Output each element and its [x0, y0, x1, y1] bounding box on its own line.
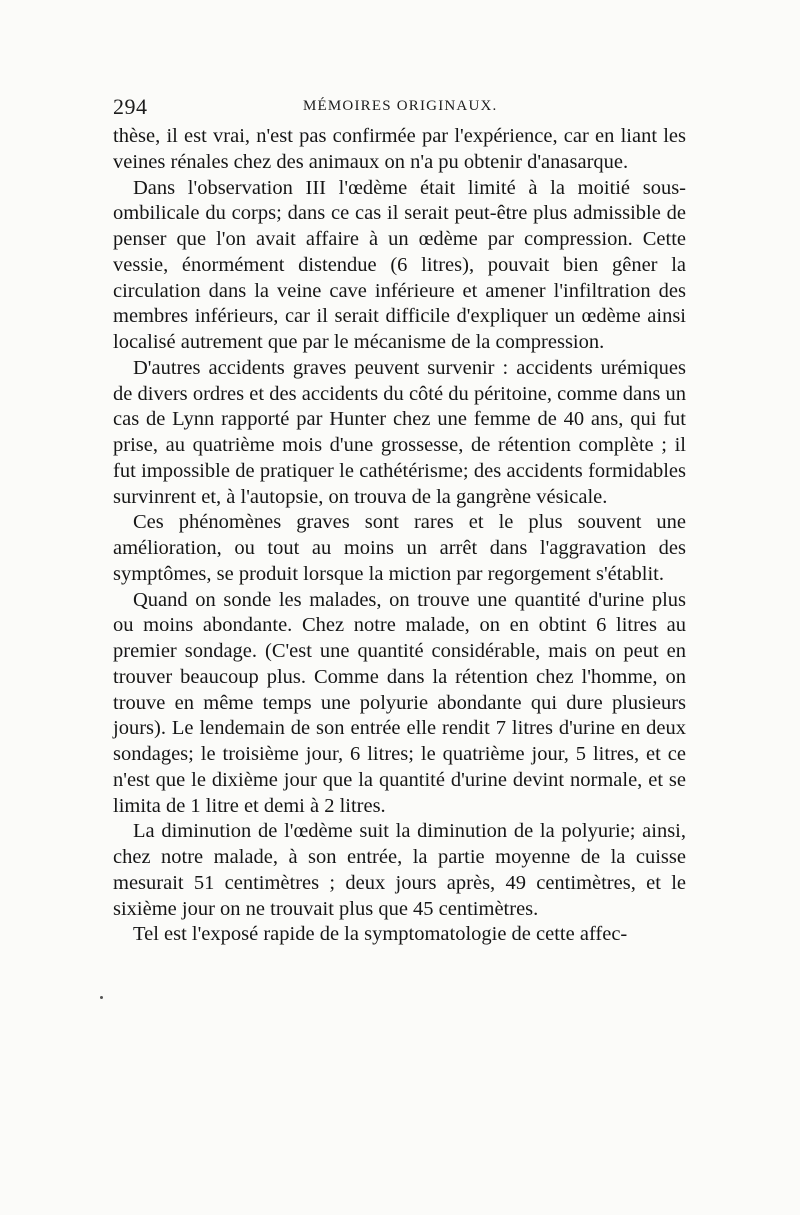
margin-speck [100, 996, 103, 999]
paragraph-phenomenes: Ces phénomènes graves sont rares et le plus souvent une amélioration, ou tout au moins un arrêt dans l'aggravation des symptômes, se produit lorsque la miction par regorgement s'établit. [113, 511, 686, 585]
paragraph-continuation: thèse, il est vrai, n'est pas confirmée par l'expérience, car en liant les veines rénales chez des animaux on n'a pu obtenir d'anasarque. [113, 125, 686, 173]
paragraph-observation: Dans l'observation III l'œdème était limité à la moitié sous-ombilicale du corps; dans ce cas il serait peut-être plus admissible de penser que l'on avait affaire à un œdème par compression. Cette vessie, énormément distendue (6 litres), pouvait bien gêner la circulation dans la veine cave inférieure et amener l'infiltration des membres inférieurs, car il serait difficile d'expliquer un œdème ainsi localisé autrement que par le mécanisme de la compression. [113, 176, 686, 353]
paragraph-sondage: Quand on sonde les malades, on trouve une quantité d'urine plus ou moins abondante. Chez notre malade, on en obtint 6 litres au premier sondage. (C'est une quantité considérable, mais on peut en trouver beaucoup plus. Comme dans la rétention chez l'homme, on trouve en même temps une polyurie abondante qui dure plusieurs jours). Le lendemain de son entrée elle rendit 7 litres d'urine en deux sondages; le troisième jour, 6 litres; le quatrième jour, 5 litres, et ce n'est que le dixième jour que la quantité d'urine devint normale, et se limita de 1 litre et demi à 2 litres. [113, 588, 686, 817]
paragraph-accidents: D'autres accidents graves peuvent survenir : accidents urémiques de divers ordres et des accidents du côté du péritoine, comme dans un cas de Lynn rapporté par Hunter chez une femme de 40 ans, qui fut prise, au quatrième mois d'une grossesse, de rétention complète ; il fut impossible de pratiquer le cathétérisme; des accidents formidables survinrent et, à l'autopsie, on trouva de la gangrène vésicale. [113, 356, 686, 508]
running-head: MÉMOIRES ORIGINAUX. [303, 98, 498, 114]
page-number: 294 [113, 94, 148, 119]
page-header [113, 94, 686, 120]
paragraph-conclusion: Tel est l'exposé rapide de la symptomatologie de cette affec- [133, 923, 628, 946]
body-text [113, 124, 686, 948]
paragraph-oedeme: La diminution de l'œdème suit la diminution de la polyurie; ainsi, chez notre malade, à son entrée, la partie moyenne de la cuisse mesurait 51 centimètres ; deux jours après, 49 centimètres, et le sixième jour on ne trouvait plus que 45 centimètres. [113, 820, 686, 920]
